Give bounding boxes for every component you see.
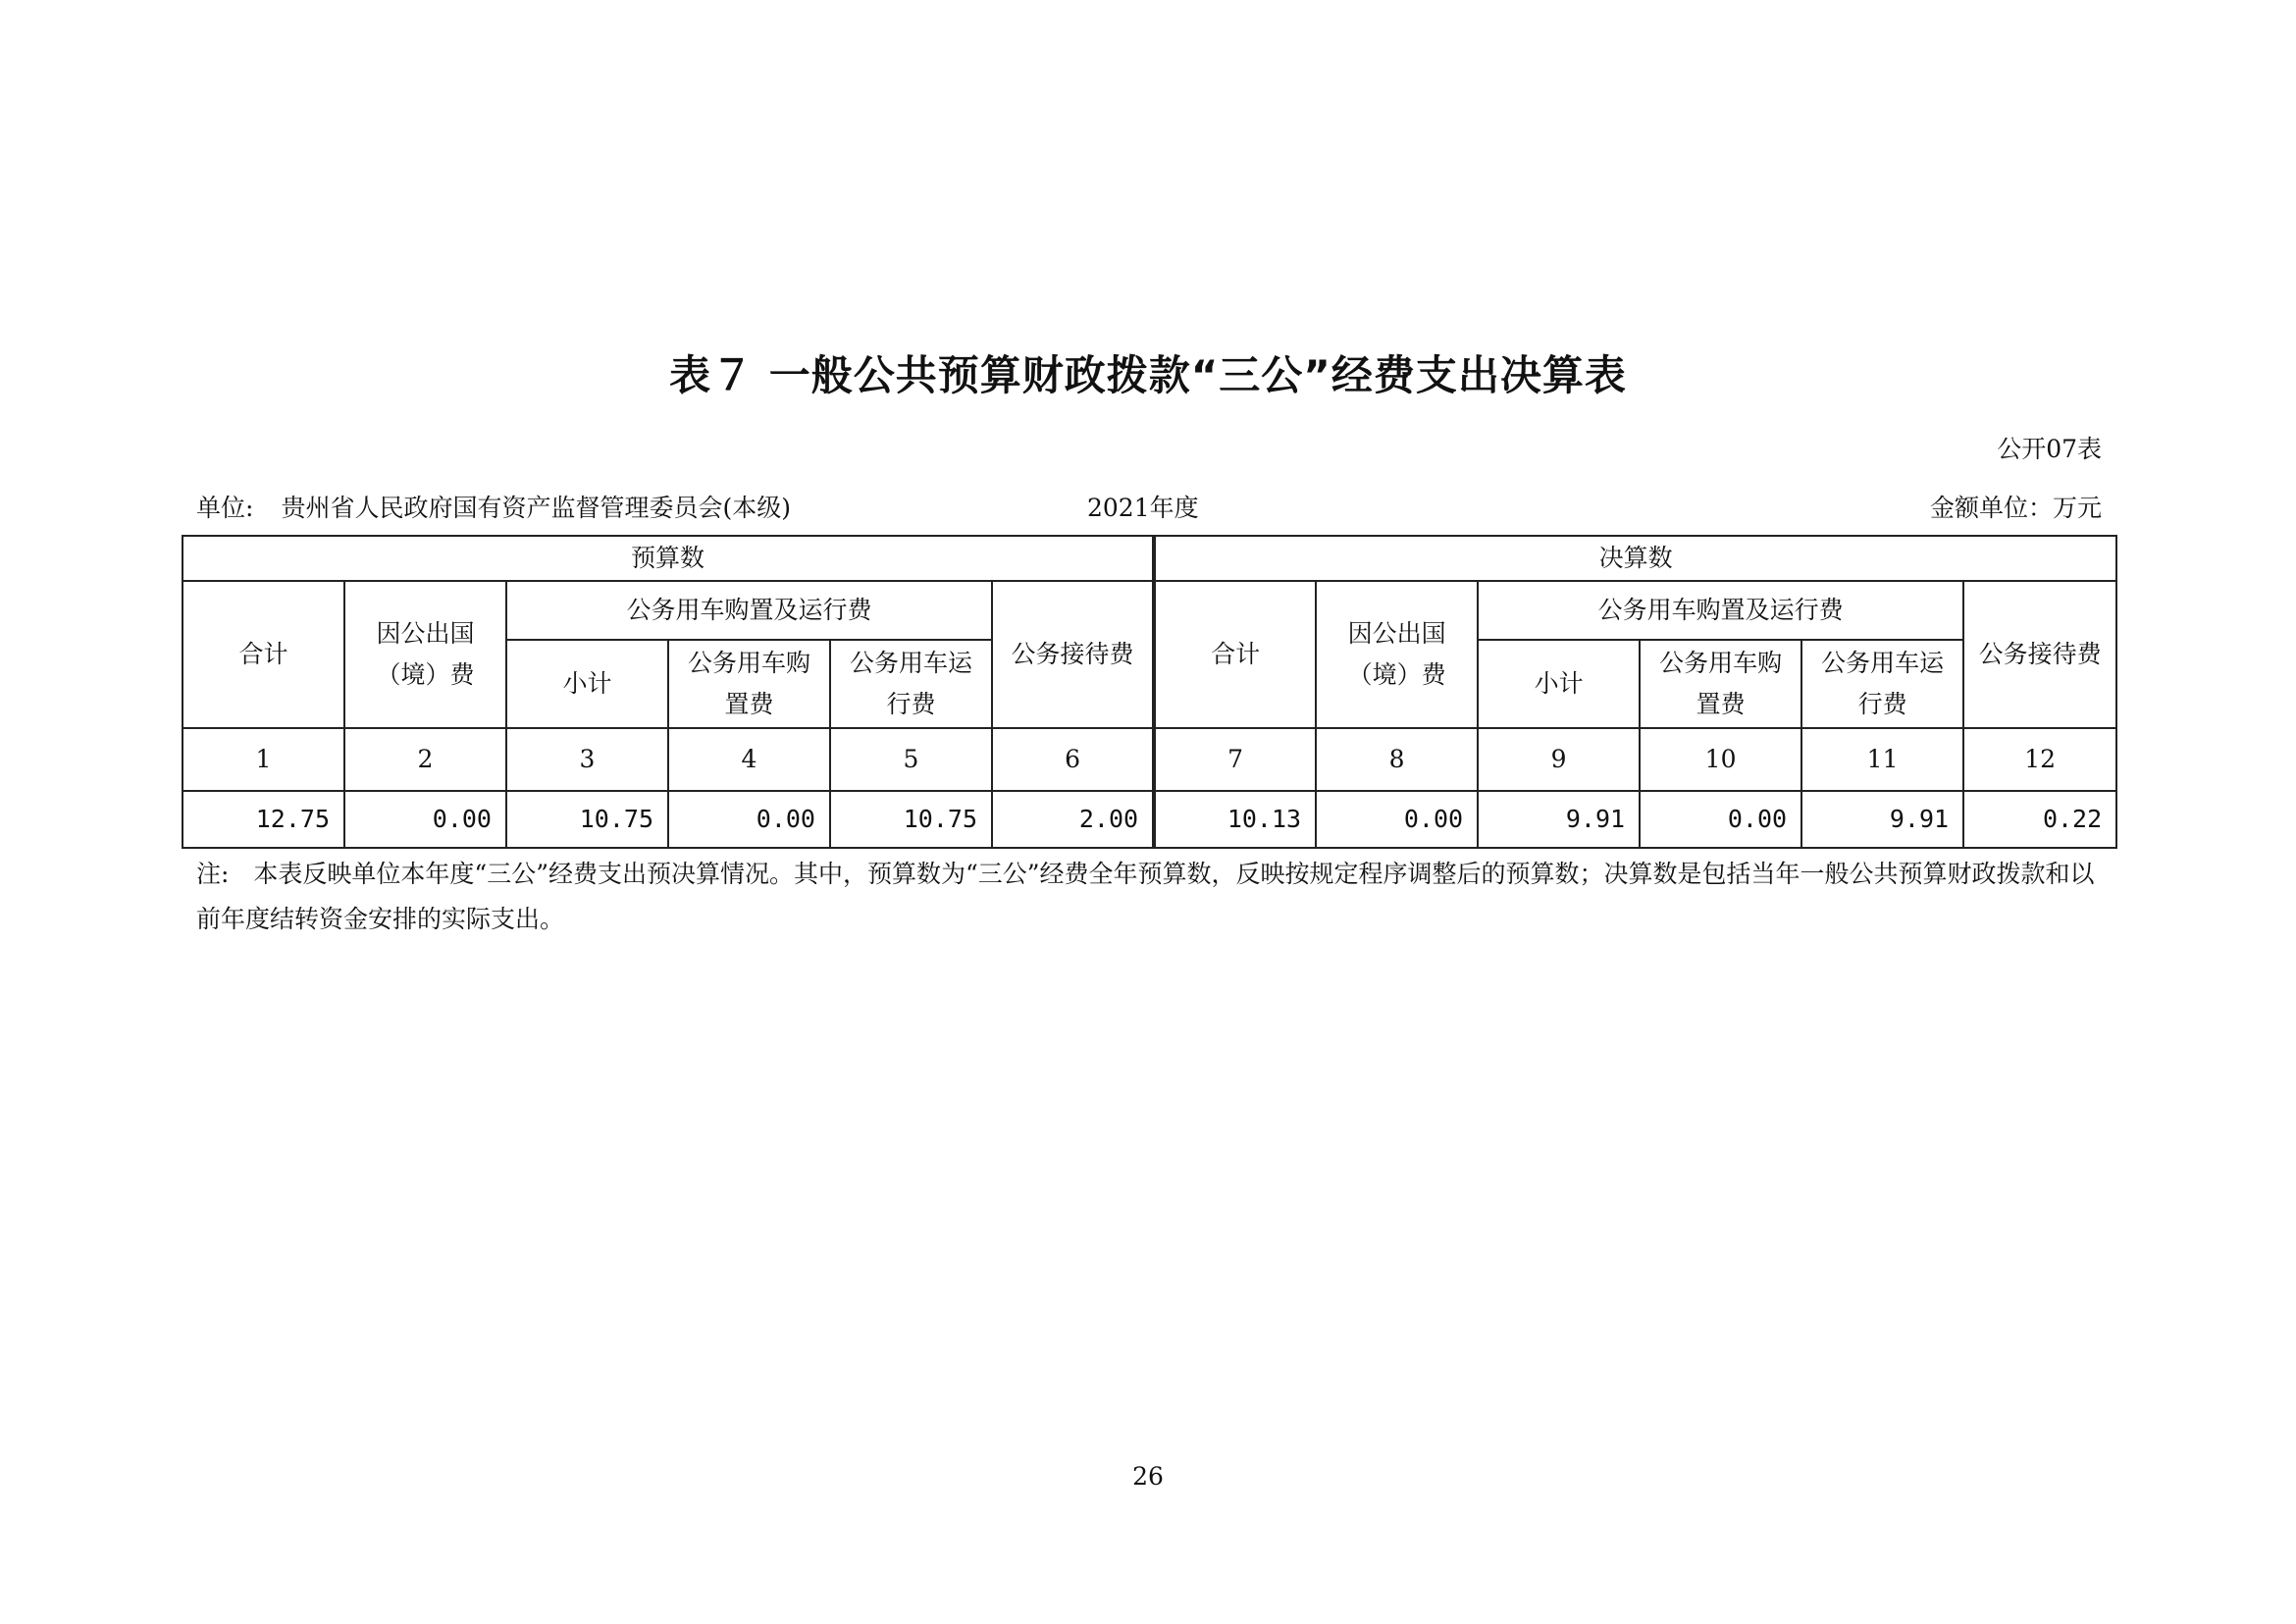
table-code: 公开07表 — [1997, 435, 2102, 463]
index-cell: 2 — [344, 728, 506, 791]
final-vehicle-group-header: 公务用车购置及运行费 — [1478, 581, 1963, 640]
value-cell: 0.00 — [1316, 791, 1478, 848]
index-cell: 12 — [1963, 728, 2116, 791]
index-cell: 1 — [183, 728, 344, 791]
value-cell: 12.75 — [183, 791, 344, 848]
table-note: 注: 本表反映单位本年度“三公”经费支出预决算情况。其中，预算数为“三公”经费全年预算数，反映按规定程序调整后的预算数；决算数是包括当年一般公共预算财政拨款和以前年度结转资金安排的实际支出。 — [196, 860, 2095, 933]
value-cell: 10.75 — [830, 791, 992, 848]
index-cell: 6 — [992, 728, 1154, 791]
index-row — [183, 728, 2116, 791]
final-vehicle-operation-header: 公务用车运行费 — [1801, 640, 1963, 728]
value-cell: 0.00 — [344, 791, 506, 848]
final-reception-header: 公务接待费 — [1963, 581, 2116, 728]
value-cell: 0.00 — [1640, 791, 1801, 848]
final-header: 决算数 — [1154, 536, 2116, 581]
value-cell: 10.13 — [1154, 791, 1316, 848]
value-cell: 0.00 — [668, 791, 830, 848]
report-year: 2021年度 — [1087, 494, 1199, 522]
index-cell: 9 — [1478, 728, 1640, 791]
value-cell: 0.22 — [1963, 791, 2116, 848]
index-cell: 4 — [668, 728, 830, 791]
value-cell: 2.00 — [992, 791, 1154, 848]
value-cell: 9.91 — [1478, 791, 1640, 848]
budget-reception-header: 公务接待费 — [992, 581, 1154, 728]
unit-name: 贵州省人民政府国有资产监督管理委员会(本级) — [281, 494, 791, 522]
budget-total-header: 合计 — [183, 581, 344, 728]
value-row — [183, 791, 2116, 848]
index-cell: 8 — [1316, 728, 1478, 791]
index-cell: 7 — [1154, 728, 1316, 791]
unit-line — [196, 489, 791, 524]
final-total-header: 合计 — [1154, 581, 1316, 728]
budget-subtotal-header: 小计 — [506, 640, 668, 728]
budget-abroad-header: 因公出国（境）费 — [344, 581, 506, 728]
budget-vehicle-purchase-header: 公务用车购置费 — [668, 640, 830, 728]
value-cell: 9.91 — [1801, 791, 1963, 848]
budget-vehicle-group-header: 公务用车购置及运行费 — [506, 581, 992, 640]
index-cell: 11 — [1801, 728, 1963, 791]
index-cell: 3 — [506, 728, 668, 791]
final-subtotal-header: 小计 — [1478, 640, 1640, 728]
final-vehicle-purchase-header: 公务用车购置费 — [1640, 640, 1801, 728]
value-cell: 10.75 — [506, 791, 668, 848]
page-title: 表７ 一般公共预算财政拨款“三公”经费支出决算表 — [669, 351, 1627, 399]
money-unit: 金额单位：万元 — [1929, 494, 2102, 522]
page-number: 26 — [1132, 1462, 1164, 1491]
budget-vehicle-operation-header: 公务用车运行费 — [830, 640, 992, 728]
index-cell: 10 — [1640, 728, 1801, 791]
final-abroad-header: 因公出国（境）费 — [1316, 581, 1478, 728]
unit-label: 单位: — [196, 494, 254, 522]
three-public-expense-table — [182, 535, 2117, 849]
index-cell: 5 — [830, 728, 992, 791]
budget-header: 预算数 — [183, 536, 1154, 581]
